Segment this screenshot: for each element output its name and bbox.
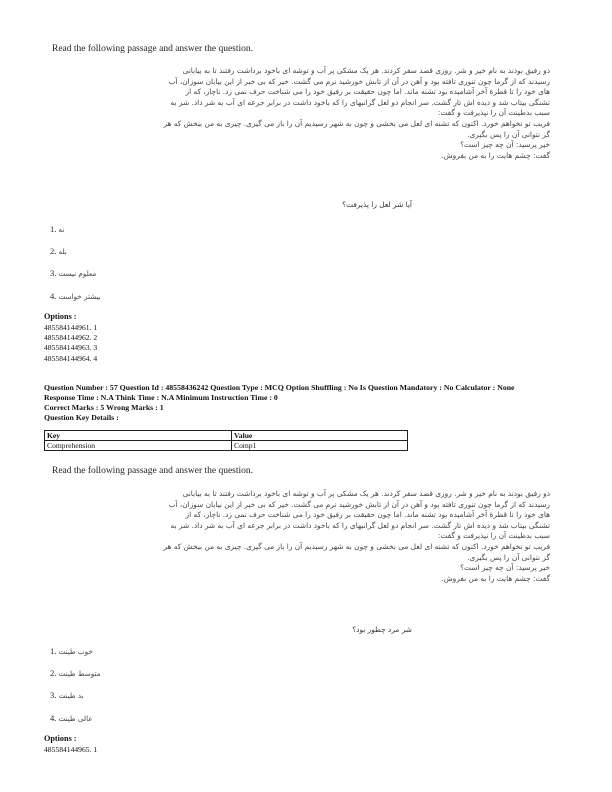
- option-text: نه: [58, 225, 65, 234]
- passage-line: گفت: چشم هایت را به من بفروش.: [441, 573, 550, 583]
- option-number: 4.: [50, 291, 57, 301]
- passage-line: دو رفیق بودند به نام خیر و شر. روزی قصد سفر کردند. هر یک مشکی پر آب و توشه ای باخود برداشت رفتند تا به بیابانی: [182, 66, 550, 75]
- table-cell: Comprehension: [45, 441, 232, 451]
- options-heading: Options :: [44, 312, 77, 321]
- answer-option: [50, 268, 96, 278]
- table-header-row: [45, 431, 408, 441]
- option-id: 485584144961. 1: [44, 323, 98, 332]
- passage-text: [70, 66, 550, 161]
- question-text: شر مرد چطور بود؟: [352, 625, 412, 634]
- option-text: بیشتر خواست: [58, 292, 101, 301]
- passage-line: دو رفیق بودند به نام خیر و شر. روزی قصد سفر کردند. هر یک مشکی پر آب و توشه ای باخود برداشت رفتند تا به بیابانی: [182, 489, 550, 498]
- passage-line: تشنگی بیتاب شد و دیده اش تار گشت. سر انجام دو لعل گرانبهای را که باخود داشت در برابر جرعه ای آب به شر داد. شر به: [170, 97, 550, 107]
- key-details-table: [44, 430, 408, 451]
- passage-instruction: Read the following passage and answer the question.: [52, 466, 254, 476]
- option-number: 2.: [50, 668, 57, 678]
- meta-line: Question Number : 57 Question Id : 48558436242 Question Type : MCQ Option Shuffling : No Is Question Mandatory : No Calculator : None: [44, 383, 515, 392]
- option-number: 3.: [50, 690, 57, 700]
- option-id: 485584144962. 2: [44, 333, 98, 343]
- option-number: 1.: [50, 646, 57, 656]
- option-id: 485584144965. 1: [44, 745, 98, 754]
- answer-option: [50, 646, 93, 656]
- option-text: خوب طینت: [58, 647, 93, 656]
- option-id: 485584144964. 4: [44, 353, 98, 363]
- passage-line: رسیدند که از گرما چون تنوری تافته بود و آهن در آن از تابش خورشید نرم می گشت. خیر که بی خبر از این بیابان سوزان، آب: [168, 76, 550, 86]
- option-text: متوسط طینت: [58, 669, 101, 678]
- answer-option: [50, 291, 101, 301]
- option-number: 2.: [50, 246, 57, 256]
- option-id-list: [44, 745, 97, 755]
- table-header: Key: [45, 431, 232, 441]
- meta-line: Question Key Details :: [44, 413, 119, 422]
- option-text: معلوم نیست: [58, 269, 97, 278]
- answer-option: [50, 668, 100, 678]
- answer-option: [50, 246, 67, 256]
- question-meta: [44, 383, 515, 423]
- table-cell: Comp1: [232, 441, 408, 451]
- passage-line: های خود را تا قطرهٔ آخر آشامیده بود تشنه ماند. اما چون حقیقت بر رفیق خود را می شناخت حرف نمی زد. ناچار، که از: [185, 510, 550, 520]
- passage-line: سبب بدطینت آن را نپذیرفت و گفت:: [437, 531, 550, 541]
- table-header: Value: [232, 431, 408, 441]
- option-number: 3.: [50, 268, 57, 278]
- table-row: [45, 441, 408, 451]
- meta-line: Response Time : N.A Think Time : N.A Minimum Instruction Time : 0: [44, 393, 278, 402]
- passage-text: [70, 489, 550, 584]
- option-text: بله: [58, 247, 67, 256]
- meta-line: Correct Marks : 5 Wrong Marks : 1: [44, 403, 164, 412]
- passage-line: فریب تو نخواهم خورد. اکنون که تشنه ای لعل می بخشی و چون به شهر رسیدیم آن را باز می گیری. چیزی به من ببخش که هر: [163, 118, 550, 128]
- option-id: 485584144963. 3: [44, 343, 98, 353]
- option-id-list: [44, 323, 97, 364]
- option-text: بد طینت: [58, 691, 84, 700]
- passage-line: های خود را تا قطرهٔ آخر آشامیده بود تشنه ماند. اما چون حقیقت بر رفیق خود را می شناخت حرف نمی زد. ناچار، که از: [185, 87, 550, 97]
- passage-line: رسیدند که از گرما چون تنوری تافته بود و آهن در آن از تابش خورشید نرم می گشت. خیر که بی خبر از این بیابان سوزان، آب: [168, 499, 550, 509]
- passage-line: گز نتوانی آن را پس بگیری.: [467, 552, 550, 562]
- answer-option: [50, 690, 84, 700]
- options-heading: Options :: [44, 734, 77, 743]
- passage-line: گفت: چشم هایت را به من بفروش.: [441, 150, 550, 160]
- option-text: عالی طینت: [58, 714, 93, 723]
- question-text: آیا شر لعل را پذیرفت؟: [342, 200, 412, 209]
- passage-instruction: Read the following passage and answer the question.: [52, 44, 254, 54]
- passage-line: خیر پرسید: آن چه چیز است؟: [460, 140, 550, 150]
- passage-line: سبب بدطینت آن را نپذیرفت و گفت:: [437, 108, 550, 118]
- passage-line: فریب تو نخواهم خورد. اکنون که تشنه ای لعل می بخشی و چون به شهر رسیدیم آن را باز می گیری. چیزی به من ببخش که هر: [163, 541, 550, 551]
- answer-option: [50, 224, 64, 234]
- passage-line: تشنگی بیتاب شد و دیده اش تار گشت. سر انجام دو لعل گرانبهای را که باخود داشت در برابر جرعه ای آب به شر داد. شر به: [170, 520, 550, 530]
- option-number: 4.: [50, 713, 57, 723]
- passage-line: گز نتوانی آن را پس بگیری.: [467, 129, 550, 139]
- option-number: 1.: [50, 224, 57, 234]
- passage-line: خیر پرسید: آن چه چیز است؟: [460, 563, 550, 573]
- answer-option: [50, 713, 93, 723]
